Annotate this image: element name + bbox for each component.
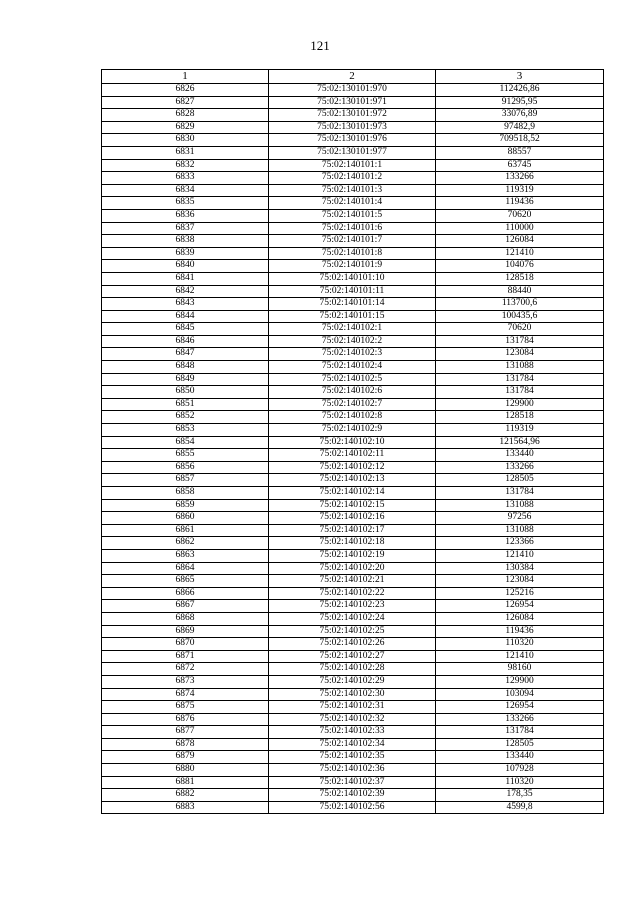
table-row — [102, 222, 604, 235]
table-cell: 75:02:140102:39 — [269, 789, 436, 802]
table-cell: 75:02:140102:12 — [269, 461, 436, 474]
table-row — [102, 436, 604, 449]
table-row — [102, 600, 604, 613]
table-cell: 70620 — [436, 209, 604, 222]
table-cell: 75:02:140102:25 — [269, 625, 436, 638]
table-cell: 4599,8 — [436, 801, 604, 814]
table-cell: 123366 — [436, 537, 604, 550]
table-cell: 6868 — [102, 612, 269, 625]
table-row — [102, 411, 604, 424]
table-cell: 6881 — [102, 776, 269, 789]
table-row — [102, 260, 604, 273]
table-row — [102, 612, 604, 625]
table-cell: 6835 — [102, 197, 269, 210]
table-row — [102, 524, 604, 537]
table-row — [102, 625, 604, 638]
table-cell: 131784 — [436, 726, 604, 739]
table-cell: 75:02:140102:19 — [269, 549, 436, 562]
table-cell: 6870 — [102, 638, 269, 651]
table-cell: 75:02:140102:34 — [269, 738, 436, 751]
table-cell: 126084 — [436, 612, 604, 625]
table-cell: 6866 — [102, 587, 269, 600]
table-row — [102, 474, 604, 487]
table-cell: 91295,95 — [436, 96, 604, 109]
table-row — [102, 134, 604, 147]
table-cell: 6827 — [102, 96, 269, 109]
table-cell: 133266 — [436, 461, 604, 474]
table-cell: 110000 — [436, 222, 604, 235]
table-cell: 6846 — [102, 335, 269, 348]
table-cell: 75:02:140102:3 — [269, 348, 436, 361]
table-row — [102, 298, 604, 311]
table-row — [102, 146, 604, 159]
table-cell: 75:02:140102:27 — [269, 650, 436, 663]
table-cell: 126084 — [436, 235, 604, 248]
table-cell: 6841 — [102, 272, 269, 285]
table-cell: 88440 — [436, 285, 604, 298]
table-row — [102, 285, 604, 298]
table-cell: 98160 — [436, 663, 604, 676]
table-cell: 6840 — [102, 260, 269, 273]
table-cell: 131088 — [436, 499, 604, 512]
table-cell: 6875 — [102, 701, 269, 714]
table-cell: 104076 — [436, 260, 604, 273]
table-cell: 6852 — [102, 411, 269, 424]
table-row — [102, 96, 604, 109]
table-cell: 75:02:140101:14 — [269, 298, 436, 311]
table-cell: 125216 — [436, 587, 604, 600]
table-cell: 88557 — [436, 146, 604, 159]
table-header-row — [102, 70, 604, 84]
table-row — [102, 247, 604, 260]
table-row — [102, 751, 604, 764]
table-row — [102, 159, 604, 172]
table-cell: 75:02:140101:11 — [269, 285, 436, 298]
table-row — [102, 424, 604, 437]
table-cell: 121564,96 — [436, 436, 604, 449]
table-cell: 133266 — [436, 713, 604, 726]
table-cell: 75:02:140102:10 — [269, 436, 436, 449]
table-row — [102, 197, 604, 210]
table-cell: 75:02:140102:35 — [269, 751, 436, 764]
table-row — [102, 461, 604, 474]
table-cell: 6843 — [102, 298, 269, 311]
table-cell: 75:02:140101:6 — [269, 222, 436, 235]
table-cell: 6865 — [102, 575, 269, 588]
table-cell: 6862 — [102, 537, 269, 550]
table-row — [102, 487, 604, 500]
table-row — [102, 587, 604, 600]
table-row — [102, 84, 604, 97]
table-row — [102, 121, 604, 134]
table-row — [102, 726, 604, 739]
table-cell: 6871 — [102, 650, 269, 663]
table-cell: 75:02:130101:977 — [269, 146, 436, 159]
table-cell: 75:02:140102:33 — [269, 726, 436, 739]
table-cell: 6867 — [102, 600, 269, 613]
table-cell: 129900 — [436, 398, 604, 411]
table-cell: 75:02:140102:4 — [269, 361, 436, 374]
table-cell: 6844 — [102, 310, 269, 323]
table-cell: 6863 — [102, 549, 269, 562]
table-cell: 6839 — [102, 247, 269, 260]
table-cell: 33076,89 — [436, 109, 604, 122]
table-cell: 6855 — [102, 449, 269, 462]
table-cell: 75:02:140102:17 — [269, 524, 436, 537]
table-cell: 6876 — [102, 713, 269, 726]
table-row — [102, 738, 604, 751]
table-cell: 126954 — [436, 701, 604, 714]
table-cell: 6832 — [102, 159, 269, 172]
table-cell: 100435,6 — [436, 310, 604, 323]
table-cell: 119436 — [436, 625, 604, 638]
table-row — [102, 663, 604, 676]
table-row — [102, 499, 604, 512]
table-cell: 119319 — [436, 424, 604, 437]
table-row — [102, 235, 604, 248]
data-table — [101, 69, 604, 814]
table-row — [102, 272, 604, 285]
table-row — [102, 109, 604, 122]
table-cell: 6836 — [102, 209, 269, 222]
table-cell: 75:02:130101:972 — [269, 109, 436, 122]
table-row — [102, 348, 604, 361]
table-cell: 75:02:140102:5 — [269, 373, 436, 386]
table-cell: 75:02:140101:9 — [269, 260, 436, 273]
table-cell: 97256 — [436, 512, 604, 525]
table-cell: 131088 — [436, 361, 604, 374]
table-cell: 70620 — [436, 323, 604, 336]
table-cell: 63745 — [436, 159, 604, 172]
table-cell: 133440 — [436, 449, 604, 462]
table-row — [102, 675, 604, 688]
table-row — [102, 650, 604, 663]
table-row — [102, 373, 604, 386]
table-cell: 123084 — [436, 575, 604, 588]
table-cell: 75:02:140102:37 — [269, 776, 436, 789]
table-row — [102, 172, 604, 185]
table-cell: 131784 — [436, 373, 604, 386]
table-row — [102, 562, 604, 575]
table-cell: 110320 — [436, 776, 604, 789]
table-cell: 75:02:140101:4 — [269, 197, 436, 210]
table-row — [102, 764, 604, 777]
table-cell: 75:02:140101:8 — [269, 247, 436, 260]
table-cell: 75:02:130101:971 — [269, 96, 436, 109]
table-cell: 126954 — [436, 600, 604, 613]
table-row — [102, 209, 604, 222]
table-cell: 131784 — [436, 487, 604, 500]
table-cell: 75:02:140102:36 — [269, 764, 436, 777]
table-cell: 133266 — [436, 172, 604, 185]
table-cell: 6850 — [102, 386, 269, 399]
table-cell: 6856 — [102, 461, 269, 474]
table-cell: 75:02:140102:14 — [269, 487, 436, 500]
table-cell: 75:02:140102:1 — [269, 323, 436, 336]
table-cell: 128505 — [436, 738, 604, 751]
table-cell: 6879 — [102, 751, 269, 764]
column-header: 1 — [102, 70, 269, 84]
table-cell: 75:02:140101:7 — [269, 235, 436, 248]
table-cell: 103094 — [436, 688, 604, 701]
table-cell: 129900 — [436, 675, 604, 688]
table-cell: 128518 — [436, 411, 604, 424]
table-cell: 75:02:140102:13 — [269, 474, 436, 487]
table-row — [102, 398, 604, 411]
column-header: 3 — [436, 70, 604, 84]
table-cell: 75:02:140102:29 — [269, 675, 436, 688]
table-cell: 6845 — [102, 323, 269, 336]
table-cell: 113700,6 — [436, 298, 604, 311]
table-cell: 123084 — [436, 348, 604, 361]
table-cell: 6831 — [102, 146, 269, 159]
table-cell: 6847 — [102, 348, 269, 361]
table-cell: 75:02:140102:31 — [269, 701, 436, 714]
table-row — [102, 335, 604, 348]
table-row — [102, 688, 604, 701]
table-cell: 6851 — [102, 398, 269, 411]
table-cell: 6830 — [102, 134, 269, 147]
table-row — [102, 789, 604, 802]
table-row — [102, 549, 604, 562]
table-cell: 6858 — [102, 487, 269, 500]
table-cell: 75:02:140101:15 — [269, 310, 436, 323]
table-cell: 6838 — [102, 235, 269, 248]
table-cell: 6872 — [102, 663, 269, 676]
table-cell: 6829 — [102, 121, 269, 134]
table-cell: 131784 — [436, 386, 604, 399]
table-cell: 133440 — [436, 751, 604, 764]
column-header: 2 — [269, 70, 436, 84]
table-cell: 6833 — [102, 172, 269, 185]
table-cell: 75:02:140102:9 — [269, 424, 436, 437]
table-cell: 112426,86 — [436, 84, 604, 97]
table-row — [102, 512, 604, 525]
table-cell: 6874 — [102, 688, 269, 701]
table-cell: 6842 — [102, 285, 269, 298]
table-cell: 75:02:140102:18 — [269, 537, 436, 550]
table-row — [102, 701, 604, 714]
table-cell: 110320 — [436, 638, 604, 651]
table-cell: 6882 — [102, 789, 269, 802]
table-cell: 6854 — [102, 436, 269, 449]
table-cell: 75:02:140102:11 — [269, 449, 436, 462]
table-row — [102, 449, 604, 462]
table-cell: 6853 — [102, 424, 269, 437]
table-cell: 75:02:130101:973 — [269, 121, 436, 134]
table-cell: 75:02:140102:23 — [269, 600, 436, 613]
table-cell: 75:02:140101:5 — [269, 209, 436, 222]
table-cell: 709518,52 — [436, 134, 604, 147]
table-cell: 131088 — [436, 524, 604, 537]
table-cell: 6849 — [102, 373, 269, 386]
table-row — [102, 776, 604, 789]
table-cell: 6826 — [102, 84, 269, 97]
table-cell: 75:02:140102:28 — [269, 663, 436, 676]
table-cell: 6869 — [102, 625, 269, 638]
table-cell: 75:02:140102:56 — [269, 801, 436, 814]
table-cell: 75:02:140102:21 — [269, 575, 436, 588]
table-cell: 75:02:140102:7 — [269, 398, 436, 411]
table-row — [102, 386, 604, 399]
table-cell: 6864 — [102, 562, 269, 575]
table-cell: 75:02:130101:970 — [269, 84, 436, 97]
table-cell: 121410 — [436, 650, 604, 663]
table-cell: 128505 — [436, 474, 604, 487]
table-cell: 6880 — [102, 764, 269, 777]
table-cell: 75:02:140102:2 — [269, 335, 436, 348]
table-cell: 75:02:140102:24 — [269, 612, 436, 625]
table-cell: 6859 — [102, 499, 269, 512]
table-cell: 6857 — [102, 474, 269, 487]
table-row — [102, 184, 604, 197]
table-row — [102, 713, 604, 726]
table-cell: 119319 — [436, 184, 604, 197]
table-row — [102, 537, 604, 550]
table-row — [102, 575, 604, 588]
table-row — [102, 323, 604, 336]
table-row — [102, 361, 604, 374]
table-cell: 75:02:130101:976 — [269, 134, 436, 147]
table-cell: 75:02:140101:3 — [269, 184, 436, 197]
table-cell: 130384 — [436, 562, 604, 575]
table-cell: 6837 — [102, 222, 269, 235]
table-cell: 75:02:140102:8 — [269, 411, 436, 424]
table-cell: 75:02:140102:26 — [269, 638, 436, 651]
table-cell: 75:02:140102:16 — [269, 512, 436, 525]
table-row — [102, 801, 604, 814]
table-cell: 121410 — [436, 549, 604, 562]
table-cell: 75:02:140101:2 — [269, 172, 436, 185]
table-body — [102, 84, 604, 814]
table-cell: 6878 — [102, 738, 269, 751]
table-cell: 75:02:140102:32 — [269, 713, 436, 726]
table-cell: 75:02:140101:1 — [269, 159, 436, 172]
table-cell: 6883 — [102, 801, 269, 814]
table-cell: 75:02:140102:6 — [269, 386, 436, 399]
table-cell: 6848 — [102, 361, 269, 374]
table-cell: 128518 — [436, 272, 604, 285]
table-cell: 131784 — [436, 335, 604, 348]
table-cell: 75:02:140102:22 — [269, 587, 436, 600]
table-cell: 6877 — [102, 726, 269, 739]
table-cell: 97482,9 — [436, 121, 604, 134]
table-cell: 6861 — [102, 524, 269, 537]
table-cell: 6834 — [102, 184, 269, 197]
table-row — [102, 638, 604, 651]
table-cell: 75:02:140102:30 — [269, 688, 436, 701]
table-cell: 119436 — [436, 197, 604, 210]
page-number: 121 — [310, 38, 330, 53]
table-cell: 75:02:140101:10 — [269, 272, 436, 285]
table-cell: 178,35 — [436, 789, 604, 802]
table-cell: 6860 — [102, 512, 269, 525]
table-cell: 75:02:140102:20 — [269, 562, 436, 575]
table-cell: 107928 — [436, 764, 604, 777]
table-cell: 121410 — [436, 247, 604, 260]
table-cell: 75:02:140102:15 — [269, 499, 436, 512]
table-cell: 6828 — [102, 109, 269, 122]
table-cell: 6873 — [102, 675, 269, 688]
table-row — [102, 310, 604, 323]
